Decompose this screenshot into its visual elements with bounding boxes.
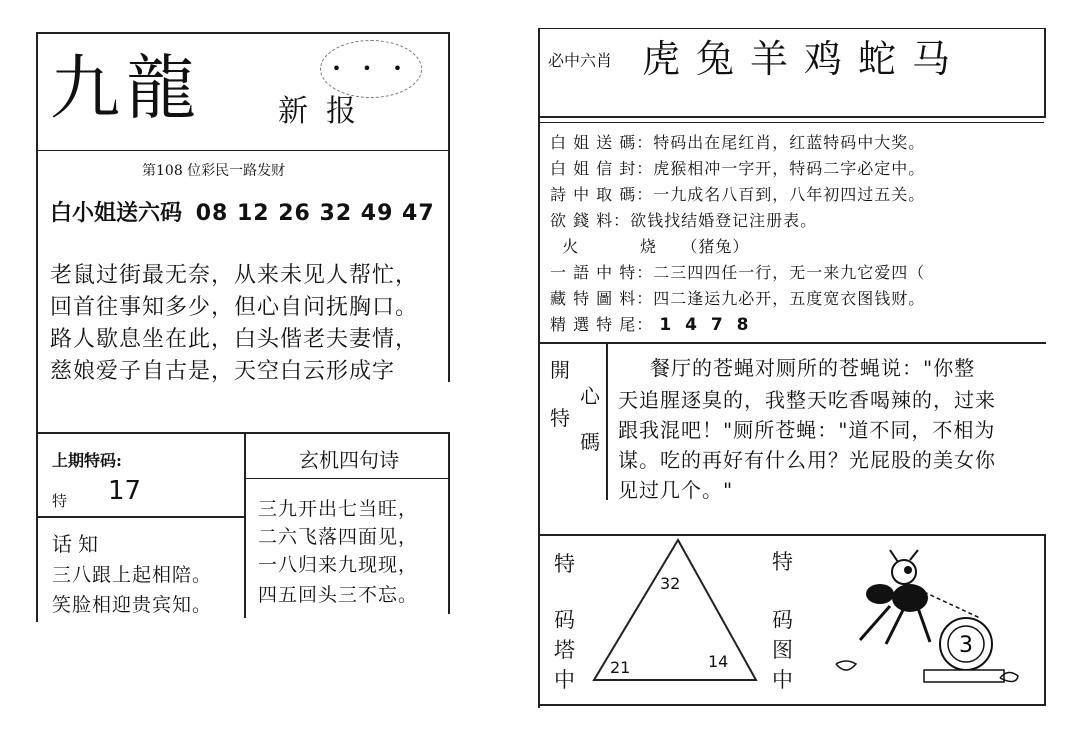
picture-char: 中 xyxy=(772,668,793,692)
tower-char: 特 xyxy=(554,552,575,576)
kaixin-char: 特 xyxy=(550,406,570,430)
xuanji-poem-title: 玄机四句诗 xyxy=(299,448,399,472)
huazhi-line: 笑脸相迎贵宾知。 xyxy=(52,594,213,616)
poem-line: 路人歇息坐在此，白头偕老夫妻情， xyxy=(50,327,419,352)
miss-code-label: 白小姐送六码 xyxy=(50,201,183,226)
joke-line: 见过几个。" xyxy=(618,478,734,502)
tower-number-top: 32 xyxy=(660,574,681,593)
miss-code-numbers: 08 12 26 32 49 47 xyxy=(195,201,435,226)
xuanji-line: 四五回头三不忘。 xyxy=(258,584,419,606)
right-border-right xyxy=(1044,28,1046,118)
right-border-left xyxy=(538,28,540,708)
ant-eye-icon xyxy=(904,566,912,574)
info-box-bottom xyxy=(538,342,1046,344)
joke-line: 天追腥逐臭的，我整天吃香喝辣的，过来 xyxy=(618,388,996,412)
tower-char: 码 xyxy=(554,608,575,632)
right-border-right-lower xyxy=(1044,536,1046,706)
tower-char: 中 xyxy=(554,668,575,692)
six-zodiac-label: 必中六肖 xyxy=(548,51,613,70)
tower-number-left: 21 xyxy=(610,658,631,677)
joke-line: 餐厅的苍蝇对厕所的苍蝇说："你整 xyxy=(650,356,976,380)
newspaper-title-small: 新报 xyxy=(278,94,374,129)
tail-label: 精 選 特 尾： xyxy=(550,315,654,334)
prev-special-number: 17 xyxy=(108,476,142,506)
ant-head-icon xyxy=(892,560,916,584)
picture-ball-number: 3 xyxy=(959,633,973,658)
tail-line xyxy=(550,312,752,335)
left-border-left xyxy=(36,32,38,622)
ant-illustration xyxy=(820,548,1040,698)
info-line: 詩 中 取 碼：一九成名八百到，八年初四过五关。 xyxy=(550,185,926,204)
left-border-right xyxy=(448,32,450,382)
ant-legs-icon xyxy=(860,606,930,644)
joke-line: 跟我混吧！"厕所苍蝇："道不同，不相为 xyxy=(618,418,996,442)
joke-label-divider xyxy=(606,344,608,500)
huazhi-line: 三八跟上起相陪。 xyxy=(52,564,213,586)
xuanji-title-underline xyxy=(244,478,450,479)
header-box-bottom xyxy=(538,116,1046,118)
right-bottom-border xyxy=(538,704,1046,706)
ant-abdomen-icon xyxy=(866,584,894,604)
left-top-border xyxy=(36,32,450,34)
info-line: 白 姐 送 碼：特码出在尾红肖，红蓝特码中大奖。 xyxy=(550,133,926,152)
xuanji-line: 一八归来九现现， xyxy=(258,554,419,576)
info-line: 藏 特 圖 料：四二逢运九必开，五度宽衣图钱财。 xyxy=(550,289,926,308)
xuanji-line: 二六飞落四面见， xyxy=(258,526,419,548)
info-box-top xyxy=(538,122,1044,123)
joke-line: 谋。吃的再好有什么用？光屁股的美女你 xyxy=(618,448,996,472)
brick-row-icon xyxy=(924,670,1004,682)
stamp-mark: • • • xyxy=(320,40,422,98)
info-line: 欲 錢 料：欲钱找结婚登记注册表。 xyxy=(550,211,818,230)
midsection-divider xyxy=(36,432,450,434)
kaixin-char: 開 xyxy=(550,358,570,382)
poem-line: 老鼠过街最无奈，从来未见人帮忙， xyxy=(50,263,419,288)
poem-line: 慈娘爱子自古是，天空白云形成字 xyxy=(50,359,396,384)
kaixin-char: 碼 xyxy=(580,430,600,454)
picture-char: 特 xyxy=(772,550,793,574)
prev-special-label: 上期特码: xyxy=(52,451,122,470)
issue-line: 第108 位彩民一路发财 xyxy=(142,163,286,179)
ant-body-icon xyxy=(892,584,928,612)
peanut-icon xyxy=(836,661,856,670)
picture-char: 码 xyxy=(772,608,793,632)
picture-char: 图 xyxy=(772,638,793,662)
info-line: 火 烧 （猪兔） xyxy=(550,237,750,256)
miss-six-codes xyxy=(50,196,435,227)
xuanji-line: 三九开出七当旺， xyxy=(258,498,419,520)
kaixin-char: 心 xyxy=(580,384,600,408)
poem-line: 回首往事知多少，但心自问抚胸口。 xyxy=(50,295,419,320)
ant-rope-icon xyxy=(924,592,980,618)
info-line: 白 姐 信 封：虎猴相冲一字开，特码二字必定中。 xyxy=(550,159,926,178)
tower-number-right: 14 xyxy=(708,652,729,671)
newspaper-title-large: 九龍 xyxy=(50,47,202,129)
prev-box-bottom xyxy=(36,516,244,518)
prev-special-te: 特 xyxy=(52,492,68,510)
tail-numbers: 1 4 7 8 xyxy=(659,315,753,335)
six-zodiac-values: 虎兔羊鸡蛇马 xyxy=(642,37,967,81)
huazhi-title: 话知 xyxy=(52,532,104,556)
info-line: 一 語 中 特：二三四四任一行，无一来九它爱四（ xyxy=(550,263,926,282)
tower-char: 塔 xyxy=(554,638,575,662)
header-divider xyxy=(36,150,450,151)
